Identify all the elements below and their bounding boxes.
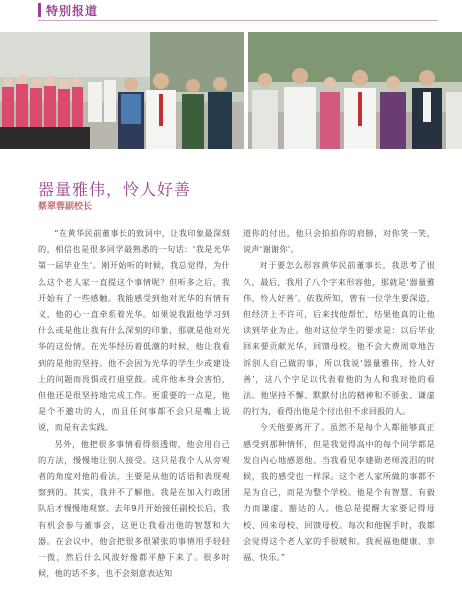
paragraph: 另外，他把很多事情看得很透彻，他会用自己的方法，慢慢地让别人接受。这只是我个人从旁观者的角度对他的看法，主要是从他的话语和表现观察到的。其实，我并不了解他。我是在加入行政团队后才慢慢地观察。去年9月开始接任副校长后，我有机会参与董事会，这更让我看出他的智慧和大器。在会议中，他会把很多很紧张的事情用手轻轻一拨，然后什么风波好像都平静下来了。很多时候，他的话不多，也不会刻意表达知 [38,438,230,579]
article-title: 器量雅伟，怜人好善 [38,180,192,199]
section-label: 特别报道 [46,4,99,18]
crowd-photo-left [0,32,244,149]
paragraph: 对于要怎么形容黄华民前董事长，我思考了很久，最后，我用了八个字来形容他，那就是‘器量雅伟，怜人好善’。依我所知，曾有一位学生要深造，但经济上不许可，后来找他帮忙，结果他真的让他读到毕业为止。他对这位学生的要求是：以后毕业回来要贡献光华，回馈母校。他不会大费周章地告诉别人自己做的事，所以我说‘器量雅伟，怜人好善’，这八个字足以代表着他的为人和我对他的看法。他坚持不懈、默默付出的精神和不骄张、谦虚的行为，看得出他是个付出但不求回报的人。 [243,260,435,417]
header-accent-bar [38,3,41,17]
officials-photo-right [248,32,462,149]
section-header [0,0,462,20]
article-column-right [243,225,435,565]
article-column-left [38,225,230,581]
photo-left [0,32,244,149]
paragraph: 道你的付出，他只会拍拍你的肩膀，对你笑一笑，说声‘谢谢你’。 [243,228,435,255]
photo-right [248,32,462,149]
article-author: 蔡翠蓉副校长 [38,202,93,212]
paragraph: 今天他要离开了。虽然不是每个人都能够真正感受到那种情怀，但是我觉得高中的每个同学都是发自内心地感恩他。当我看见李建勋老师流泪的时候，我的感受也一样深。这个老人家所做的事都不是为自己，而是为整个学校。他是个有智慧、有毅力而谦虚、豁达的人。他总是提醒大家要记得母校、回来母校、回馈母校。每次和他握手时，我都会觉得这个老人家的手很暖和。我祝福他健康、幸福、快乐。” [243,422,435,563]
paragraph: “在黄华民前董事长的致词中，让我印象最深刻的，相信也是很多同学最熟悉的一句话：‘我是光华第一届毕业生’。刚开始听的时候，我总觉得，为什么这个老人家一直提这个事情呢？但听多之后，我开始有了一些感触。我能感受到他对光华的有情有义，他的心一直牵系着光华。如果说我跟他学习到什么或是他让我有什么深刻的印象，那就是他对光华的这份情。在光华经历着低潮的时候，他让我看到的是他的坚持。他不会因为光华的学生少或建设上的问题而畏惧或打退堂鼓。或许他本身会害怕，但他还是很坚持地完成工作。更重要的一点是，他是个不邀功的人，而且任何事都不会只是嘴上说说，而是有去实践。 [38,228,230,433]
header-divider [38,20,438,21]
